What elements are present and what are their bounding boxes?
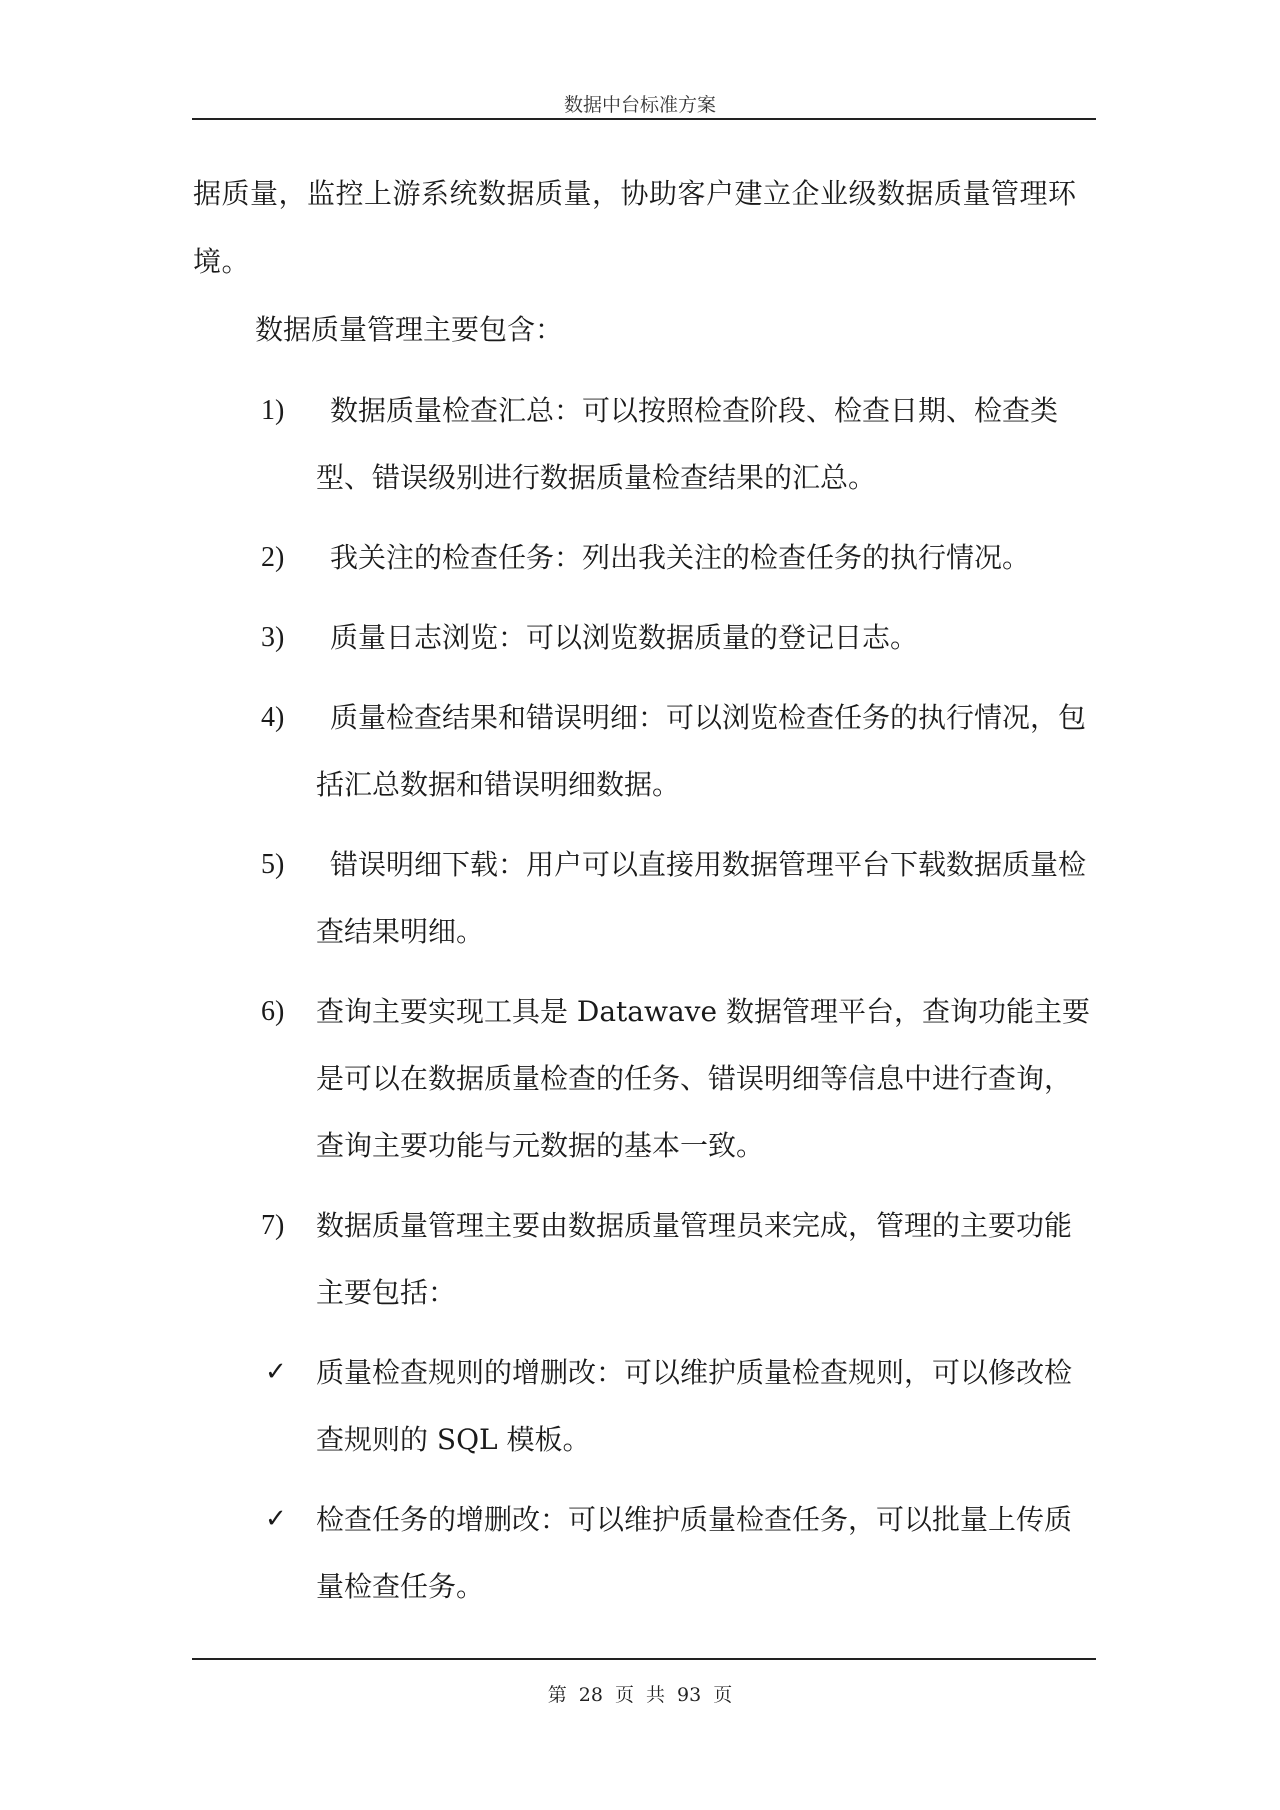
list-item-text: 数据质量管理主要由数据质量管理员来完成，管理的主要功能主要包括： [316, 1209, 1073, 1309]
check-item-text: 质量检查规则的增删改：可以维护质量检查规则，可以修改检查规则的 SQL 模板。 [316, 1356, 1073, 1456]
list-item [193, 831, 1093, 965]
list-item [193, 1192, 1093, 1326]
check-item-text: 检查任务的增删改：可以维护质量检查任务，可以批量上传质量检查任务。 [316, 1503, 1073, 1603]
page-content [193, 160, 1093, 1620]
page-number: 第 28 页 共 93 页 [547, 1684, 733, 1706]
list-item [193, 604, 1093, 671]
header-rule [192, 118, 1096, 120]
list-item [193, 684, 1093, 818]
document-header-title: 数据中台标准方案 [563, 94, 716, 116]
list-item-text: 质量日志浏览：可以浏览数据质量的登记日志。 [330, 621, 919, 654]
list-item [193, 377, 1093, 511]
list-marker: 3) [261, 622, 285, 653]
list-marker: 2) [261, 542, 285, 573]
list-item-text: 我关注的检查任务：列出我关注的检查任务的执行情况。 [330, 541, 1031, 574]
checkmark-icon: ✓ [265, 1357, 287, 1387]
list-marker: 5) [261, 849, 285, 880]
list-marker: 1) [261, 395, 285, 426]
list-marker: 4) [261, 702, 285, 733]
list-item-text: 错误明细下载：用户可以直接用数据管理平台下载数据质量检查结果明细。 [316, 848, 1087, 948]
list-marker: 7) [261, 1210, 285, 1241]
footer-rule [192, 1658, 1096, 1660]
intro-paragraph: 数据质量管理主要包含： [255, 313, 564, 346]
check-list-item [193, 1339, 1093, 1473]
list-marker: 6) [261, 996, 285, 1027]
list-item [193, 524, 1093, 591]
continuation-paragraph: 据质量，监控上游系统数据质量，协助客户建立企业级数据质量管理环境。 [193, 177, 1077, 278]
check-list-item [193, 1486, 1093, 1620]
list-item-text: 查询主要实现工具是 Datawave 数据管理平台，查询功能主要是可以在数据质量检查的任务、错误明细等信息中进行查询，查询主要功能与元数据的基本一致。 [316, 995, 1090, 1162]
list-item-text: 数据质量检查汇总：可以按照检查阶段、检查日期、检查类型、错误级别进行数据质量检查结果的汇总。 [316, 394, 1059, 494]
list-item-text: 质量检查结果和错误明细：可以浏览检查任务的执行情况，包括汇总数据和错误明细数据。 [316, 701, 1087, 801]
checkmark-icon: ✓ [265, 1504, 287, 1534]
list-item [193, 978, 1093, 1179]
